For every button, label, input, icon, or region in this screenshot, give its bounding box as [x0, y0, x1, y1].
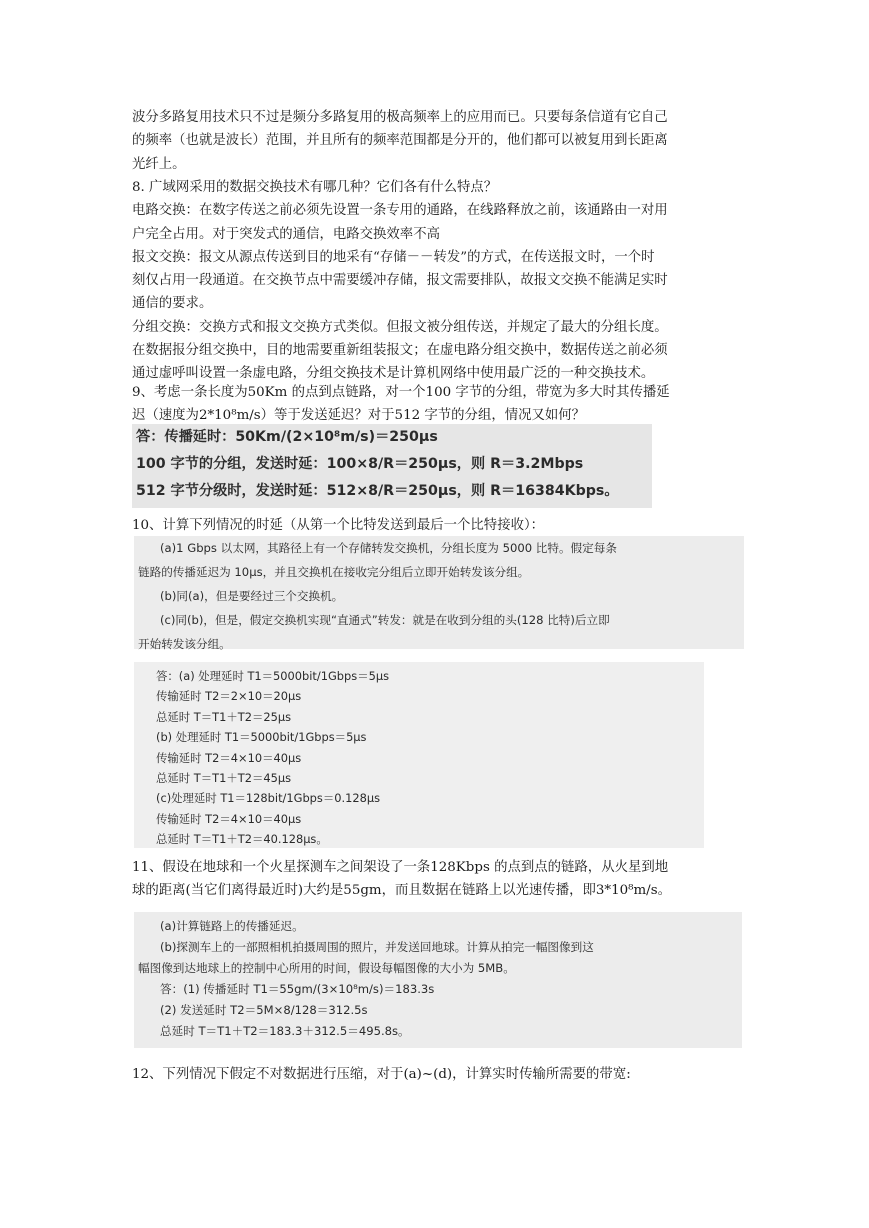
- question-10: [132, 514, 744, 537]
- text-line: 分组交换：交换方式和报文交换方式类似。但报文被分组传送，并规定了最大的分组长度。: [132, 319, 668, 335]
- answer-line: 总延时 T＝T1＋T2＝40.128μs。: [156, 832, 328, 847]
- text-line: 户完全占用。对于突发式的通信，电路交换效率不高: [132, 226, 440, 242]
- scan-line: (a)计算链路上的传播延迟。: [160, 919, 304, 933]
- text-line: 在数据报分组交换中，目的地需要重新组装报文；在虚电路分组交换中，数据传送之前必须: [132, 343, 668, 359]
- answer-line: 100 字节的分组，发送时延：100×8/R＝250μs，则 R＝3.2Mbps: [136, 456, 584, 472]
- answer-line: 答：(1) 传播延时 T1＝55gm/(3×10⁸m/s)＝183.3s: [160, 982, 435, 996]
- question-12: [132, 1063, 744, 1086]
- answer-line: 传输延时 T2＝2×10＝20μs: [156, 689, 302, 704]
- answer-line: 总延时 T＝T1＋T2＝183.3＋312.5＝495.8s。: [160, 1024, 410, 1038]
- scan-line: (b)探测车上的一部照相机拍摄周围的照片，并发送回地球。计算从拍完一幅图像到这: [160, 940, 594, 954]
- question-11: [132, 856, 744, 903]
- answer-line: 答：(a) 处理延时 T1＝5000bit/1Gbps＝5μs: [156, 669, 390, 683]
- text-line: 电路交换：在数字传送之前必须先设置一条专用的通路，在线路释放之前，该通路由一对用: [132, 203, 668, 219]
- question-9: [132, 381, 744, 428]
- text-line: 通信的要求。: [132, 296, 213, 312]
- scan-line: (b)同(a)，但是要经过三个交换机。: [160, 589, 344, 603]
- text-line: 刻仅占用一段通道。在交换节点中需要缓冲存储，报文需要排队，故报文交换不能满足实时: [132, 273, 668, 289]
- answer-image-q10: [134, 662, 704, 848]
- answer-line: (2) 发送延时 T2＝5M×8/128＝312.5s: [160, 1003, 368, 1017]
- text-line: 波分多路复用技术只不过是频分多路复用的极高频率上的应用而已。只要每条信道有它自己: [132, 110, 668, 125]
- scan-line: 幅图像到达地球上的控制中心所用的时间，假设每幅图像的大小为 5MB。: [138, 961, 515, 975]
- answer-image-q9: [132, 424, 652, 508]
- question-title: 10、计算下列情况的时延（从第一个比特发送到最后一个比特接收）：: [132, 518, 545, 533]
- text-line: 迟（速度为2*10⁸m/s）等于发送延迟？对于512 字节的分组，情况又如何？: [132, 408, 586, 424]
- text-line: 通过虚呼叫设置一条虚电路，分组交换技术是计算机网络中使用最广泛的一种交换技术。: [132, 366, 655, 382]
- answer-line: (c)处理延时 T1＝128bit/1Gbps＝0.128μs: [156, 791, 381, 806]
- answer-line: 总延时 T＝T1＋T2＝45μs: [156, 771, 292, 786]
- question-title: 8. 广域网采用的数据交换技术有哪几种？它们各有什么特点？: [132, 180, 498, 195]
- answer-line: (b) 处理延时 T1＝5000bit/1Gbps＝5μs: [156, 730, 367, 745]
- answer-line: 答：传播延时：50Km/(2×10⁸m/s)＝250μs: [136, 429, 438, 445]
- scan-line: (c)同(b)，但是，假定交换机实现“直通式”转发：就是在收到分组的头(128 比特)后立即: [160, 613, 610, 627]
- question-8: [132, 176, 744, 386]
- answer-line: 总延时 T＝T1＋T2＝25μs: [156, 709, 292, 724]
- question-image-q10: [134, 536, 744, 649]
- answer-line: 512 字节分级时，发送时延：512×8/R＝250μs，则 R＝16384Kbps。: [136, 483, 619, 499]
- paragraph-wdm: [132, 106, 744, 176]
- question-answer-image-q11: [134, 912, 742, 1048]
- scan-line: (a)1 Gbps 以太网，其路径上有一个存储转发交换机，分组长度为 5000 比特。假定每条: [160, 541, 617, 555]
- question-title: 11、假设在地球和一个火星探测车之间架设了一条128Kbps 的点到点的链路，从火星到地: [132, 860, 669, 875]
- text-line: 的频率（也就是波长）范围，并且所有的频率范围都是分开的，他们都可以被复用到长距离: [132, 133, 668, 149]
- text-line: 报文交换：报文从源点传送到目的地采有“存储－－转发”的方式，在传送报文时，一个时: [132, 249, 655, 265]
- text-line: 光纤上。: [132, 156, 186, 172]
- answer-line: 传输延时 T2＝4×10＝40μs: [156, 811, 302, 826]
- scan-line: 链路的传播延迟为 10μs，并且交换机在接收完分组后立即开始转发该分组。: [138, 565, 530, 579]
- text-line: 球的距离(当它们离得最近时)大约是55gm，而且数据在链路上以光速传播，即3*10⁸m/s。: [132, 883, 671, 899]
- answer-line: 传输延时 T2＝4×10＝40μs: [156, 750, 302, 765]
- question-title: 9、考虑一条长度为50Km 的点到点链路，对一个100 字节的分组，带宽为多大时其传播延: [132, 385, 670, 400]
- question-title: 12、下列情况下假定不对数据进行压缩，对于(a)~(d)，计算实时传输所需要的带宽:: [132, 1067, 631, 1082]
- scan-line: 开始转发该分组。: [138, 637, 231, 651]
